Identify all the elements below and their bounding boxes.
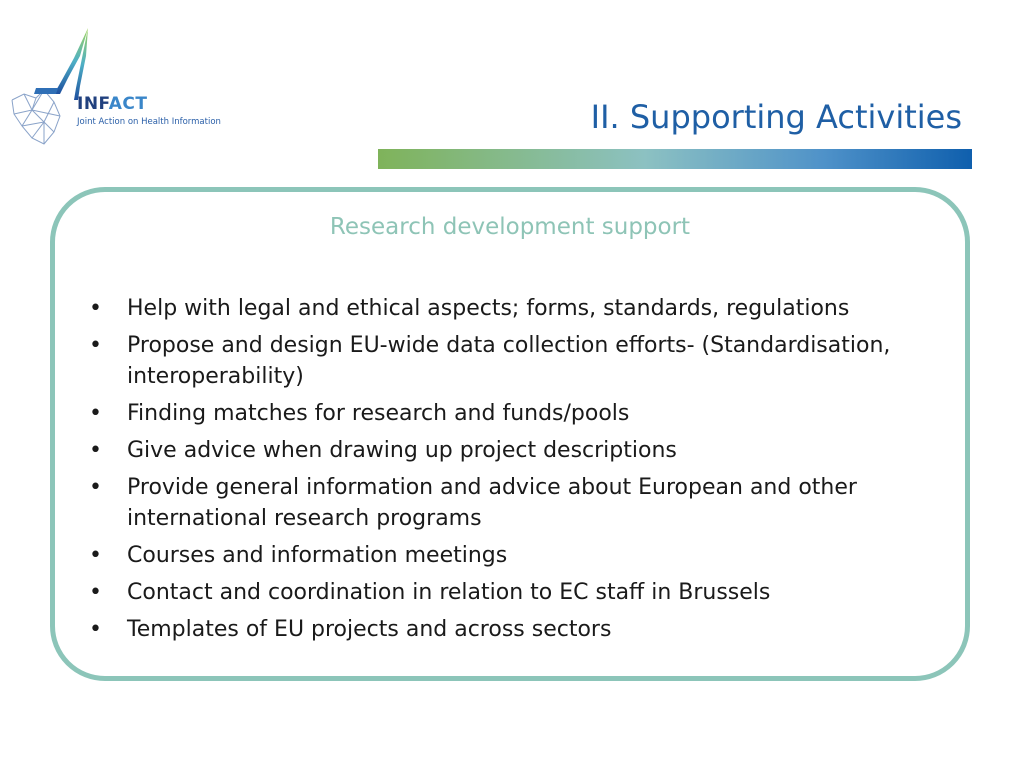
bullet-list: [89, 293, 949, 651]
bullet-dot-icon: •: [89, 438, 102, 463]
infact-logo: [10, 28, 240, 152]
logo-wordmark-part1: INF: [77, 94, 109, 114]
logo-wordmark: [77, 96, 147, 113]
infact-logo-mark-icon: [10, 28, 100, 152]
bullet-item: [89, 577, 949, 608]
bullet-text: Provide general information and advice about European and other international research programs: [127, 475, 857, 531]
bullet-item: [89, 435, 949, 466]
bullet-text: Courses and information meetings: [127, 543, 508, 568]
bullet-text: Help with legal and ethical aspects; forms, standards, regulations: [127, 296, 850, 321]
bullet-item: [89, 472, 949, 534]
title-gradient-bar: [378, 149, 972, 169]
bullet-text: Propose and design EU-wide data collection efforts- (Standardisation, interoperability): [127, 333, 891, 389]
bullet-item: [89, 330, 949, 392]
logo-wordmark-part2: ACT: [108, 94, 148, 114]
logo-tagline: Joint Action on Health Information: [77, 117, 221, 127]
bullet-item: [89, 398, 949, 429]
bullet-item: [89, 614, 949, 645]
bullet-text: Templates of EU projects and across sectors: [127, 617, 612, 642]
bullet-dot-icon: •: [89, 580, 102, 605]
content-box: [50, 187, 970, 681]
bullet-item: [89, 540, 949, 571]
bullet-dot-icon: •: [89, 617, 102, 642]
bullet-dot-icon: •: [89, 333, 102, 358]
box-heading: Research development support: [329, 214, 691, 240]
bullet-text: Finding matches for research and funds/pools: [127, 401, 630, 426]
bullet-text: Give advice when drawing up project descriptions: [127, 438, 677, 463]
bullet-item: [89, 293, 949, 324]
slide-title: II. Supporting Activities: [590, 98, 962, 136]
bullet-dot-icon: •: [89, 401, 102, 426]
bullet-dot-icon: •: [89, 296, 102, 321]
bullet-dot-icon: •: [89, 543, 102, 568]
bullet-dot-icon: •: [89, 475, 102, 500]
bullet-text: Contact and coordination in relation to EC staff in Brussels: [127, 580, 771, 605]
